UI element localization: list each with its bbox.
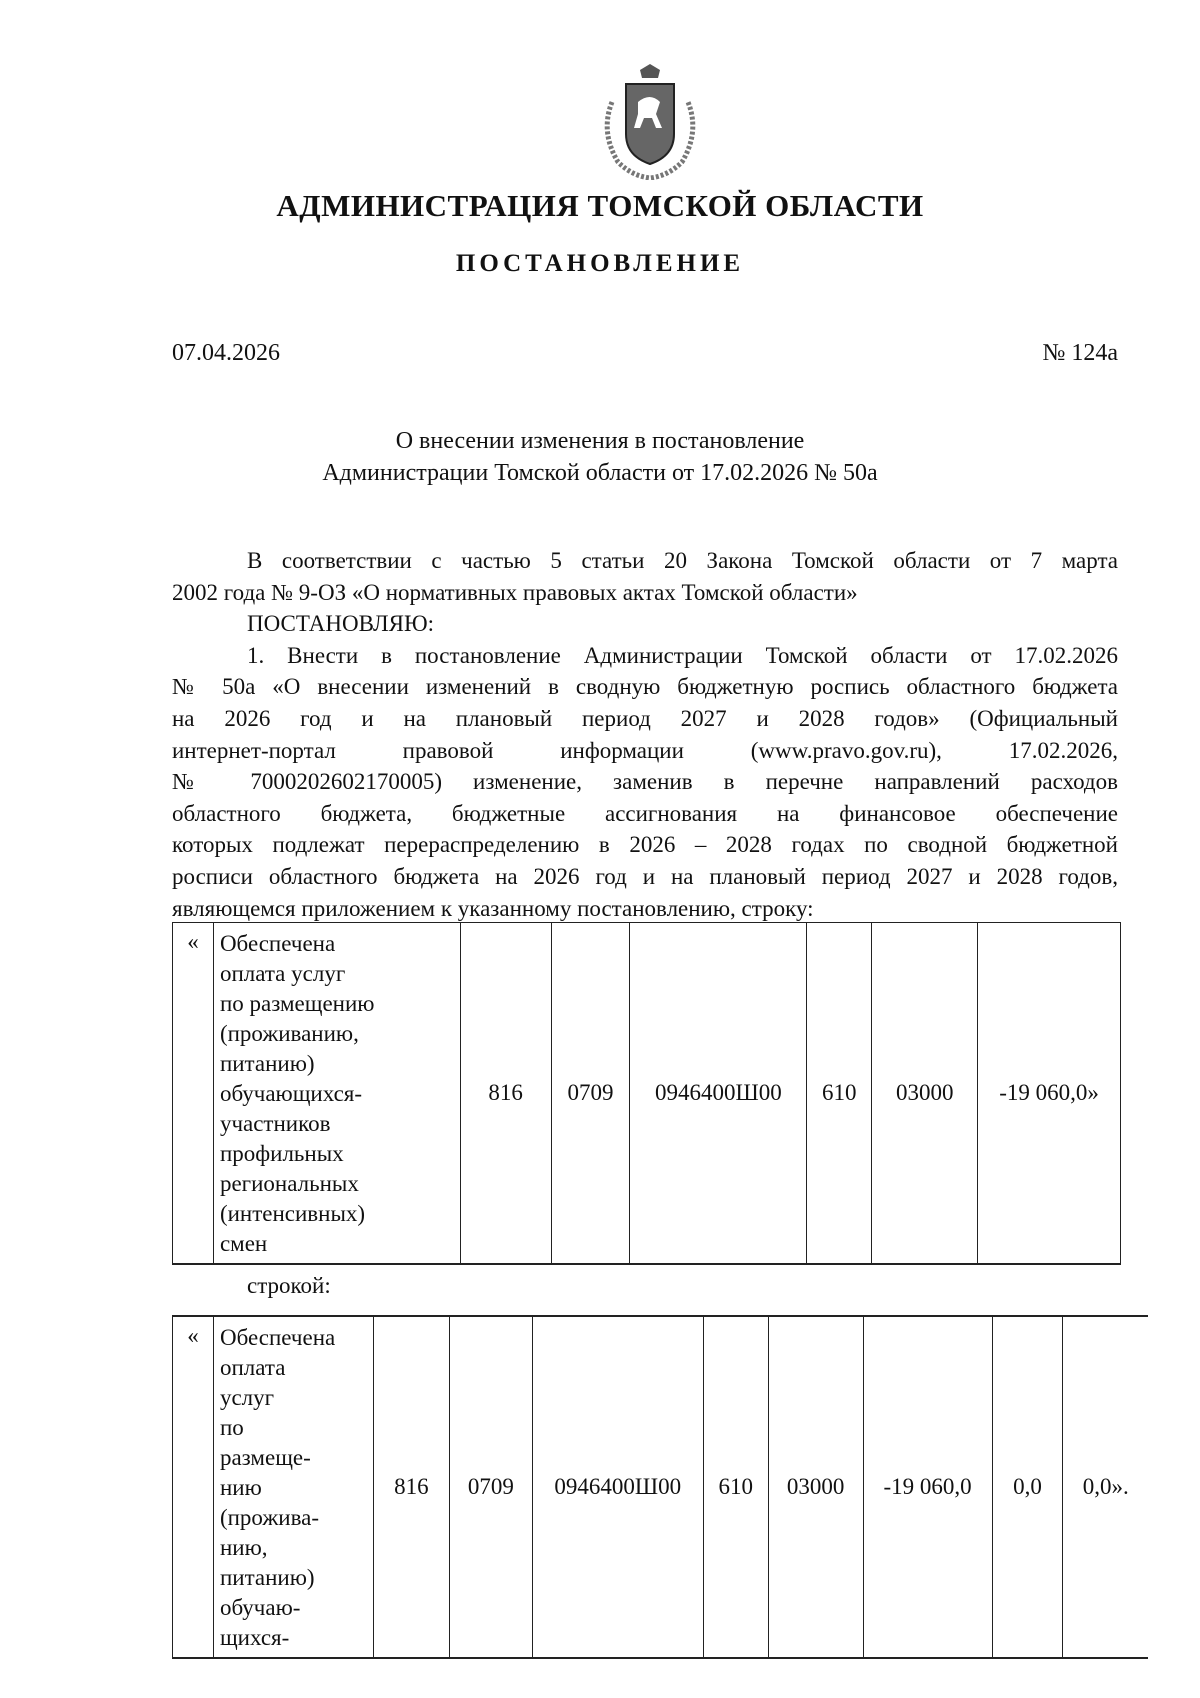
ministry-code: 816	[460, 923, 551, 1265]
subject-line: Администрации Томской области от 17.02.2026 № 50а	[322, 460, 878, 486]
description-line: (интенсивных)	[219, 1201, 366, 1226]
additional-code: 03000	[872, 923, 978, 1265]
amount-2026: -19 060,0	[863, 1316, 992, 1658]
body-line: которых подлежат перераспределению в 2026 – 2028 годах по сводной бюджетной	[172, 832, 1118, 858]
description-line: размеще-	[219, 1445, 311, 1470]
description-line: питанию)	[219, 1565, 315, 1590]
description-line: Обеспечена	[219, 931, 336, 956]
document-number: № 124а	[1042, 340, 1118, 366]
document-body	[172, 545, 1118, 924]
description-line: смен	[219, 1231, 268, 1256]
body-line: являющемся приложением к указанному постановлению, строку:	[172, 895, 814, 921]
body-line: на 2026 год и на плановый период 2027 и 2028 годов» (Официальный	[172, 705, 1118, 731]
organization-title: АДМИНИСТРАЦИЯ ТОМСКОЙ ОБЛАСТИ	[276, 188, 924, 223]
open-quote: «	[173, 1316, 214, 1658]
amount-2027: 0,0	[992, 1316, 1063, 1658]
description-line: (прожива-	[219, 1505, 319, 1530]
body-line: 2002 года № 9-ОЗ «О нормативных правовых актах Томской области»	[172, 579, 858, 605]
tomsk-coat-of-arms-emblem	[590, 62, 710, 180]
section-code: 0709	[449, 1316, 532, 1658]
description-line: Обеспечена	[219, 1325, 336, 1350]
body-line: В соответствии с частью 5 статьи 20 Закона Томской области от 7 марта	[247, 548, 1118, 573]
body-line: областного бюджета, бюджетные ассигнования на финансовое обеспечение	[172, 800, 1118, 826]
description-line: обучающихся-	[219, 1081, 363, 1106]
description-line: питанию)	[219, 1051, 315, 1076]
description-line: (проживанию,	[219, 1021, 359, 1046]
description-line: обучаю-	[219, 1595, 301, 1620]
body-line: интернет-портал правовой информации (www.pravo.gov.ru), 17.02.2026,	[172, 737, 1118, 763]
description-line: участников	[219, 1111, 331, 1136]
ministry-code: 816	[373, 1316, 449, 1658]
description-line: профильных	[219, 1141, 344, 1166]
expense-description	[213, 1316, 373, 1658]
expense-description	[213, 923, 460, 1265]
body-line: росписи областного бюджета на 2026 год и на плановый период 2027 и 2028 годов,	[172, 863, 1118, 889]
description-line: региональных	[219, 1171, 359, 1196]
target-article-code: 0946400Ш00	[532, 1316, 703, 1658]
expense-type-code: 610	[703, 1316, 768, 1658]
subject-line: О внесении изменения в постановление	[395, 428, 805, 454]
expense-type-code: 610	[807, 923, 872, 1265]
amount-2028: 0,0».	[1063, 1316, 1148, 1658]
target-article-code: 0946400Ш00	[630, 923, 807, 1265]
description-line: по размещению	[219, 991, 375, 1016]
description-line: оплата услуг	[219, 961, 346, 986]
document-kind: ПОСТАНОВЛЕНИЕ	[455, 250, 745, 277]
replace-with-label: строкой:	[247, 1273, 331, 1298]
body-line: № 50а «О внесении изменений в сводную бюджетную роспись областного бюджета	[172, 674, 1118, 700]
body-line: № 7000202602170005) изменение, заменив в перечне направлений расходов	[172, 769, 1118, 795]
description-line: нию	[219, 1475, 262, 1500]
decree-word: ПОСТАНОВЛЯЮ:	[247, 611, 435, 637]
description-line: оплата	[219, 1355, 286, 1380]
description-line: по	[219, 1415, 244, 1440]
document-subject	[0, 425, 1200, 489]
old-row-table	[172, 922, 1121, 1265]
additional-code: 03000	[768, 1316, 863, 1658]
description-line: услуг	[219, 1385, 275, 1410]
amount-2026: -19 060,0»	[978, 923, 1121, 1265]
new-row-table	[172, 1315, 1148, 1659]
document-date: 07.04.2026	[172, 340, 280, 366]
body-line: 1. Внести в постановление Администрации Томской области от 17.02.2026	[247, 642, 1118, 668]
open-quote: «	[173, 923, 214, 1265]
description-line: щихся-	[219, 1625, 290, 1650]
description-line: нию,	[219, 1535, 268, 1560]
section-code: 0709	[551, 923, 630, 1265]
